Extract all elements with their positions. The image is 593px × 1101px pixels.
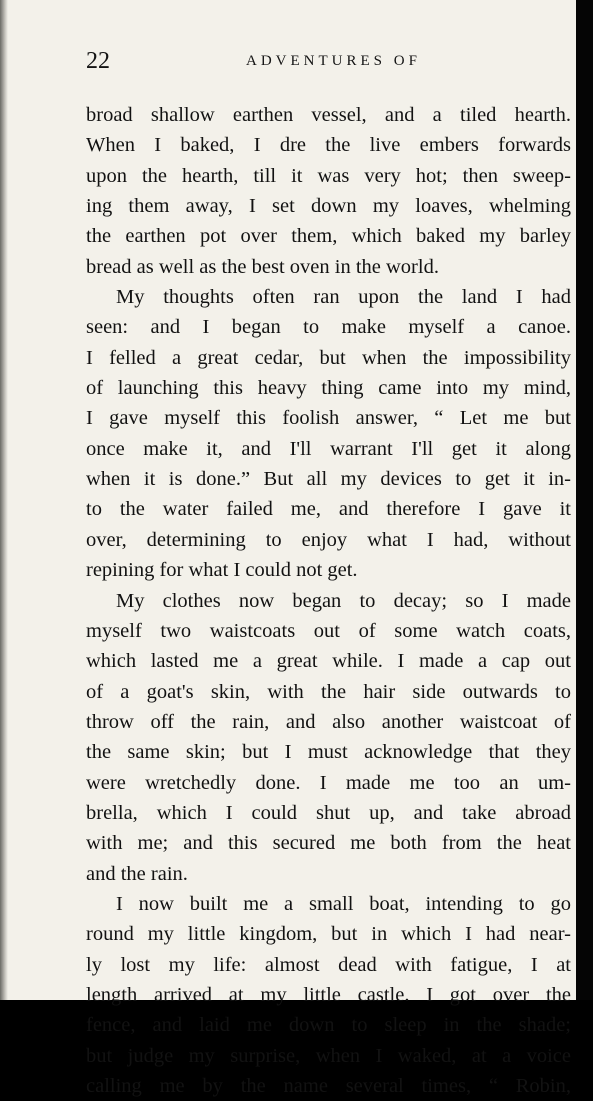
text-line: throw off the rain, and also another waistcoat of [86, 710, 571, 733]
text-line: with me; and this secured me both from the heat [86, 832, 571, 855]
text-line: calling me by the name several times, “ Robin, [86, 1075, 571, 1097]
text-line: but judge my surprise, when I waked, at a voice [86, 1044, 571, 1067]
text-line: I gave myself this foolish answer, “ Let me but [86, 407, 571, 430]
page-number: 22 [86, 48, 110, 74]
text-line: once make it, and I'll warrant I'll get it along [86, 437, 571, 460]
page-binding-shadow [0, 0, 8, 1000]
body-text [86, 100, 571, 1101]
text-line: My thoughts often ran upon the land I had [116, 286, 571, 309]
text-line: and the rain. [86, 862, 188, 885]
text-line: bread as well as the best oven in the world. [86, 255, 439, 278]
text-line: myself two waistcoats out of some watch coats, [86, 619, 571, 642]
text-line: to the water failed me, and therefore I gave it [86, 498, 571, 521]
text-line: of launching this heavy thing came into my mind, [86, 377, 571, 400]
running-head: ADVENTURES OF [246, 53, 421, 69]
text-line: I now built me a small boat, intending to go [116, 892, 571, 915]
text-line: over, determining to enjoy what I had, without [86, 528, 571, 551]
text-line: when it is done.” But all my devices to get it in- [86, 468, 571, 491]
text-line: seen: and I began to make myself a canoe. [86, 316, 571, 339]
text-line: of a goat's skin, with the hair side outwards to [86, 680, 571, 703]
text-line: repining for what I could not get. [86, 559, 358, 582]
text-line: broad shallow earthen vessel, and a tiled hearth. [86, 104, 571, 126]
text-line: ing them away, I set down my loaves, whelming [86, 195, 571, 218]
text-line: the same skin; but I must acknowledge that they [86, 741, 571, 764]
scan-background-edge [576, 0, 593, 1000]
text-line: round my little kingdom, but in which I had near- [86, 923, 571, 946]
page-header [86, 48, 576, 78]
text-line: My clothes now began to decay; so I made [116, 589, 571, 612]
text-line: were wretchedly done. I made me too an um- [86, 771, 571, 794]
text-line: upon the hearth, till it was very hot; then sweep- [86, 164, 571, 187]
text-line: the earthen pot over them, which baked my barley [86, 225, 571, 248]
text-line: which lasted me a great while. I made a cap out [86, 650, 571, 673]
text-line: length arrived at my little castle. I got over the [86, 983, 571, 1006]
text-line: fence, and laid me down to sleep in the shade; [86, 1014, 571, 1037]
text-line: I felled a great cedar, but when the impossibility [86, 346, 571, 369]
text-line: When I baked, I dre the live embers forwards [86, 134, 571, 157]
text-line: brella, which I could shut up, and take abroad [86, 801, 571, 824]
text-line: ly lost my life: almost dead with fatigue, I at [86, 953, 571, 976]
